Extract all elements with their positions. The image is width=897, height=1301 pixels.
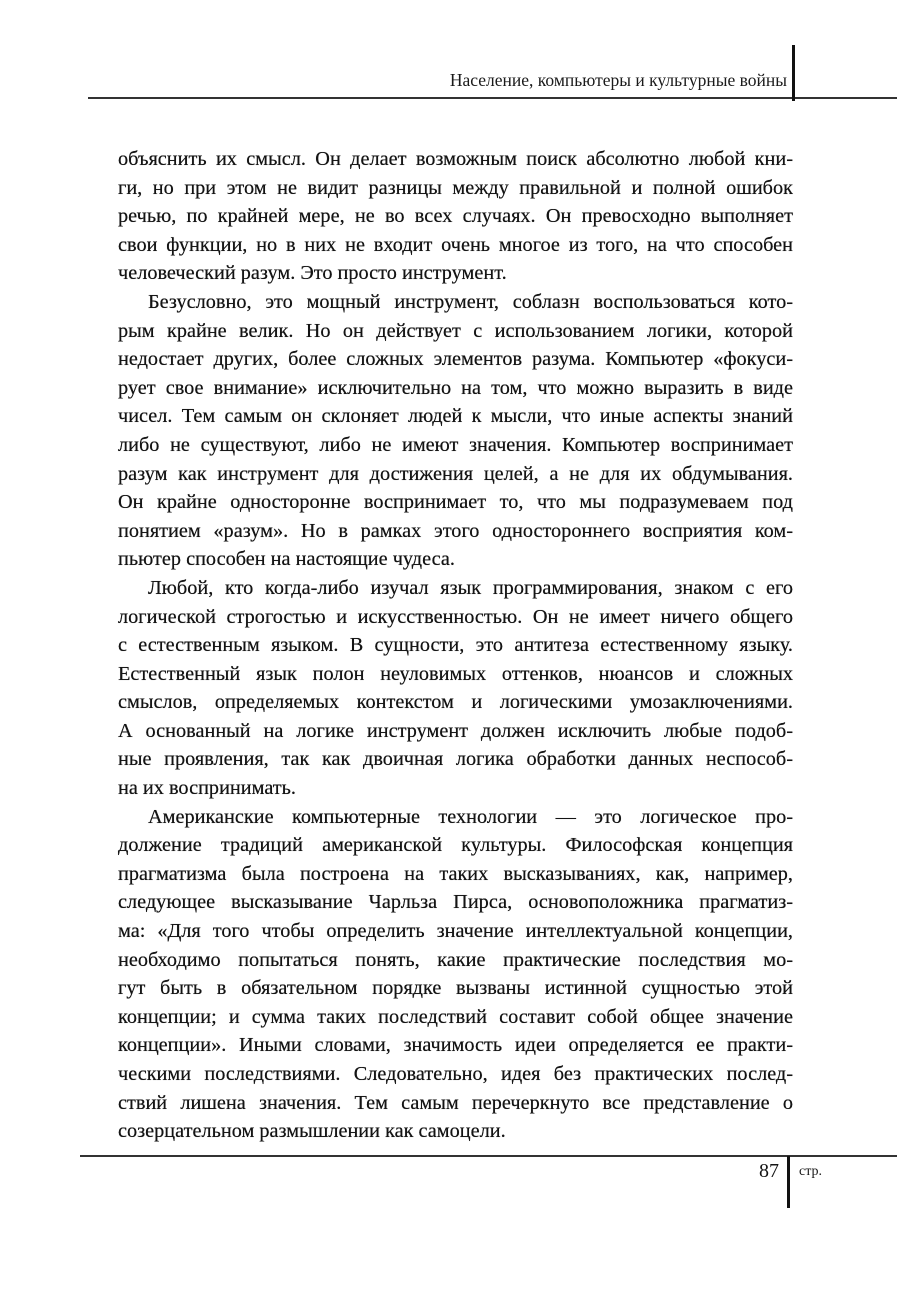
running-title: Население, компьютеры и культурные войны	[449, 70, 787, 90]
text-line: недостает других, более сложных элементов разума. Компьютер «фокуси-	[118, 348, 793, 371]
page-suffix: стр.	[799, 1164, 823, 1179]
text-line: человеческий разум. Это просто инструмент.	[118, 262, 507, 285]
text-line: разум как инструмент для достижения целей, а не для их обдумывания.	[118, 462, 793, 485]
page-number: 87	[759, 1160, 779, 1182]
text-line: ма: «Для того чтобы определить значение интеллектуальной концепции,	[118, 920, 793, 943]
paragraph	[118, 574, 793, 803]
text-line: ческими последствиями. Следовательно, идея без практических послед-	[118, 1063, 793, 1085]
text-line: созерцательном размышлении как самоцели.	[118, 1120, 506, 1143]
text-line: ные проявления, так как двоичная логика обработки данных неспособ-	[118, 748, 793, 771]
text-line: Он крайне односторонне воспринимает то, что мы подразумеваем под	[118, 491, 793, 514]
text-line: концепции; и сумма таких последствий составит собой общее значение	[118, 1005, 793, 1028]
text-line: с естественным языком. В сущности, это антитеза естественному языку.	[118, 634, 793, 657]
text-line: А основанный на логике инструмент должен исключить любые подоб-	[118, 719, 793, 742]
text-line: свои функции, но в них не входит очень многое из того, на что способен	[118, 233, 793, 256]
text-line: гут быть в обязательном порядке вызваны истинной сущностью этой	[118, 977, 793, 1000]
footer-vertical-bar	[787, 1156, 790, 1208]
text-line: прагматизма была построена на таких высказываниях, как, например,	[118, 862, 793, 885]
text-line: на их воспринимать.	[118, 777, 296, 800]
text-line: необходимо попытаться понять, какие практические последствия мо-	[118, 948, 793, 971]
text-line: пьютер способен на настоящие чудеса.	[118, 548, 455, 571]
text-line: ствий лишена значения. Тем самым перечеркнуто все представление о	[118, 1091, 793, 1114]
text-line: Безусловно, это мощный инструмент, соблазн воспользоваться кото-	[148, 290, 793, 313]
text-line: либо не существуют, либо не имеют значения. Компьютер воспринимает	[118, 433, 793, 456]
paragraph	[118, 803, 793, 1146]
text-line: рым крайне велик. Но он действует с использованием логики, которой	[118, 319, 793, 342]
text-line: объяснить их смысл. Он делает возможным поиск абсолютно любой кни-	[118, 148, 793, 170]
text-line: концепции». Иными словами, значимость идеи определяется ее практи-	[118, 1034, 793, 1057]
header-vertical-bar	[792, 45, 795, 101]
text-line: рует свое внимание» исключительно на том, что можно выразить в виде	[118, 376, 793, 399]
body-text	[118, 145, 793, 1146]
text-line: речью, по крайней мере, не во всех случаях. Он превосходно выполняет	[118, 205, 793, 228]
text-line: смыслов, определяемых контекстом и логическими умозаключениями.	[118, 691, 793, 714]
paragraph	[118, 145, 793, 288]
text-line: следующее высказывание Чарльза Пирса, основоположника прагматиз-	[118, 891, 793, 914]
header-rule	[88, 97, 897, 99]
text-line: понятием «разум». Но в рамках этого одностороннего восприятия ком-	[118, 519, 793, 542]
footer-rule	[80, 1155, 897, 1157]
text-line: Естественный язык полон неуловимых оттенков, нюансов и сложных	[118, 662, 793, 685]
paragraph	[118, 288, 793, 574]
text-line: логической строгостью и искусственностью. Он не имеет ничего общего	[118, 605, 793, 628]
text-line: Любой, кто когда-либо изучал язык программирования, знаком с его	[148, 576, 793, 599]
text-line: должение традиций американской культуры. Философская концепция	[118, 834, 793, 857]
text-line: ги, но при этом не видит разницы между правильной и полной ошибок	[118, 176, 793, 199]
text-line: Американские компьютерные технологии — это логическое про-	[148, 805, 793, 828]
text-line: чисел. Тем самым он склоняет людей к мысли, что иные аспекты знаний	[118, 405, 793, 428]
